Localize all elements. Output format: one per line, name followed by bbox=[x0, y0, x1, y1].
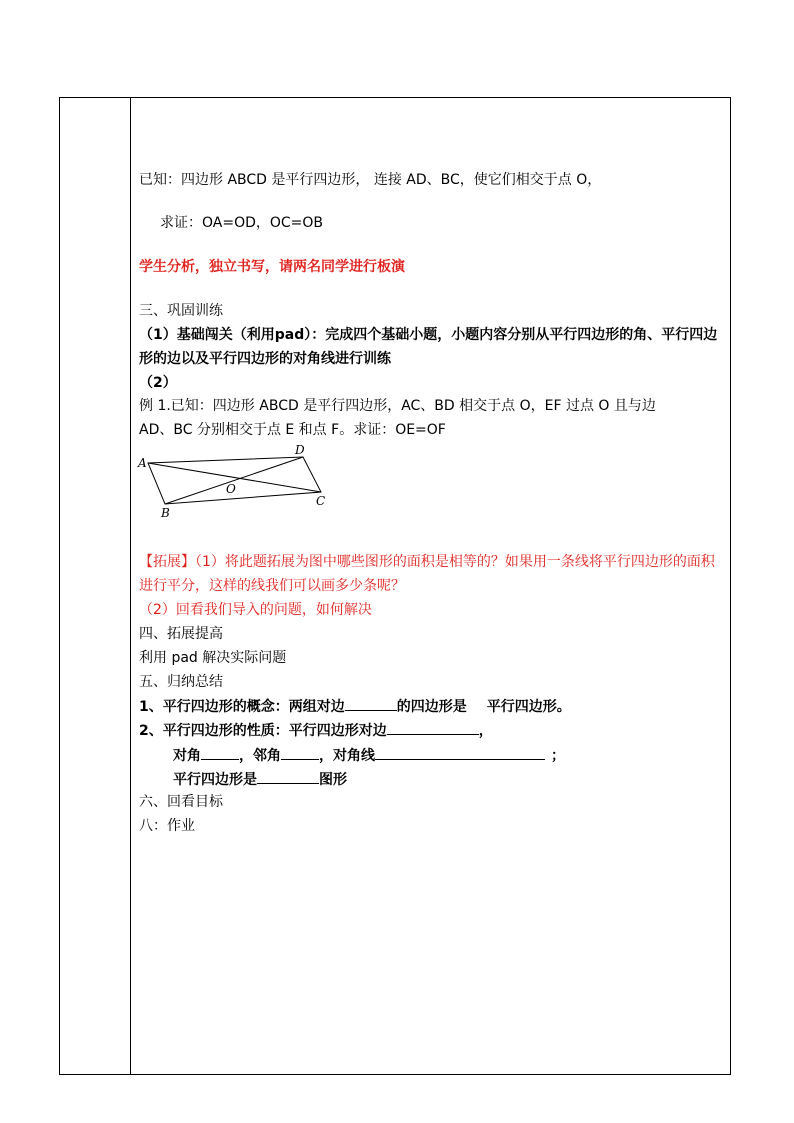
vertex-label-c: C bbox=[316, 494, 326, 508]
summary-2-text-a: 2、平行四边形的性质：平行四边形对边 bbox=[139, 723, 387, 739]
section-5-heading: 五、归纳总结 bbox=[139, 674, 223, 690]
pad-practice-text: 利用 pad 解决实际问题 bbox=[139, 650, 287, 666]
extension-tag: 【拓展】 bbox=[139, 554, 195, 570]
summary-1-text-b: 的四边形是 bbox=[396, 699, 467, 715]
table-column-divider bbox=[130, 97, 131, 1075]
summary-3-text-a: 对角 bbox=[173, 748, 201, 764]
extension-line-3: （2）回看我们导入的问题，如何解决 bbox=[139, 602, 372, 618]
summary-3-text-b: ，邻角 bbox=[239, 748, 281, 764]
section-6-heading: 六、回看目标 bbox=[139, 794, 223, 810]
section-4-heading: 四、拓展提高 bbox=[139, 626, 223, 642]
summary-1-text-c: 平行四边形。 bbox=[486, 699, 571, 715]
basic-practice-line-1: （1）基础闯关（利用pad）：完成四个基础小题，小题内容分别从平行四边形的角、平行四边 bbox=[139, 327, 718, 343]
item-2-label: （2） bbox=[139, 375, 177, 391]
summary-line-1 bbox=[139, 696, 571, 716]
summary-3-blank-diagonal[interactable] bbox=[375, 745, 545, 760]
summary-4-text-b: 图形 bbox=[319, 772, 347, 788]
analysis-instruction: 学生分析，独立书写，请两名同学进行板演 bbox=[139, 259, 405, 275]
summary-line-2 bbox=[139, 720, 493, 740]
summary-3-blank-adjacent[interactable] bbox=[281, 745, 319, 760]
vertex-label-d: D bbox=[295, 443, 305, 457]
example-1-line-1: 例 1.已知：四边形 ABCD 是平行四边形，AC、BD 相交于点 O，EF 过点 O 且与边 bbox=[139, 398, 656, 414]
parallelogram-figure bbox=[135, 443, 335, 519]
section-3-heading: 三、巩固训练 bbox=[139, 303, 223, 319]
basic-practice-line-2: 形的边以及平行四边形的对角线进行训练 bbox=[139, 351, 391, 367]
summary-line-4 bbox=[173, 769, 347, 789]
summary-1-text-a: 1、平行四边形的概念：两组对边 bbox=[139, 699, 345, 715]
extension-text-1: （1）将此题拓展为图中哪些图形的面积是相等的？如果用一条线将平行四边形的面积 bbox=[195, 554, 715, 570]
summary-4-text-a: 平行四边形是 bbox=[173, 772, 257, 788]
summary-3-blank-angle[interactable] bbox=[201, 745, 239, 760]
summary-line-3 bbox=[173, 745, 565, 765]
prove-text: 求证：OA=OD，OC=OB bbox=[160, 215, 324, 231]
summary-2-blank[interactable] bbox=[387, 720, 479, 735]
example-1-line-2: AD、BC 分别相交于点 E 和点 F。求证：OE=OF bbox=[139, 422, 446, 438]
extension-line-1 bbox=[139, 553, 715, 571]
given-text: 已知：四边形 ABCD 是平行四边形， 连接 AD、BC，使它们相交于点 O， bbox=[139, 172, 602, 188]
summary-3-text-d: ； bbox=[551, 748, 565, 764]
summary-3-text-c: ，对角线 bbox=[319, 748, 375, 764]
vertex-label-b: B bbox=[161, 506, 170, 519]
extension-line-2: 进行平分，这样的线我们可以画多少条呢？ bbox=[139, 578, 405, 594]
center-label-o: O bbox=[226, 482, 236, 496]
summary-2-text-b: ， bbox=[478, 723, 493, 739]
vertex-label-a: A bbox=[138, 456, 147, 470]
section-8-heading: 八：作业 bbox=[139, 818, 195, 834]
diagonal-bd bbox=[165, 457, 303, 504]
summary-4-blank[interactable] bbox=[257, 769, 319, 784]
summary-1-blank[interactable] bbox=[345, 696, 397, 711]
